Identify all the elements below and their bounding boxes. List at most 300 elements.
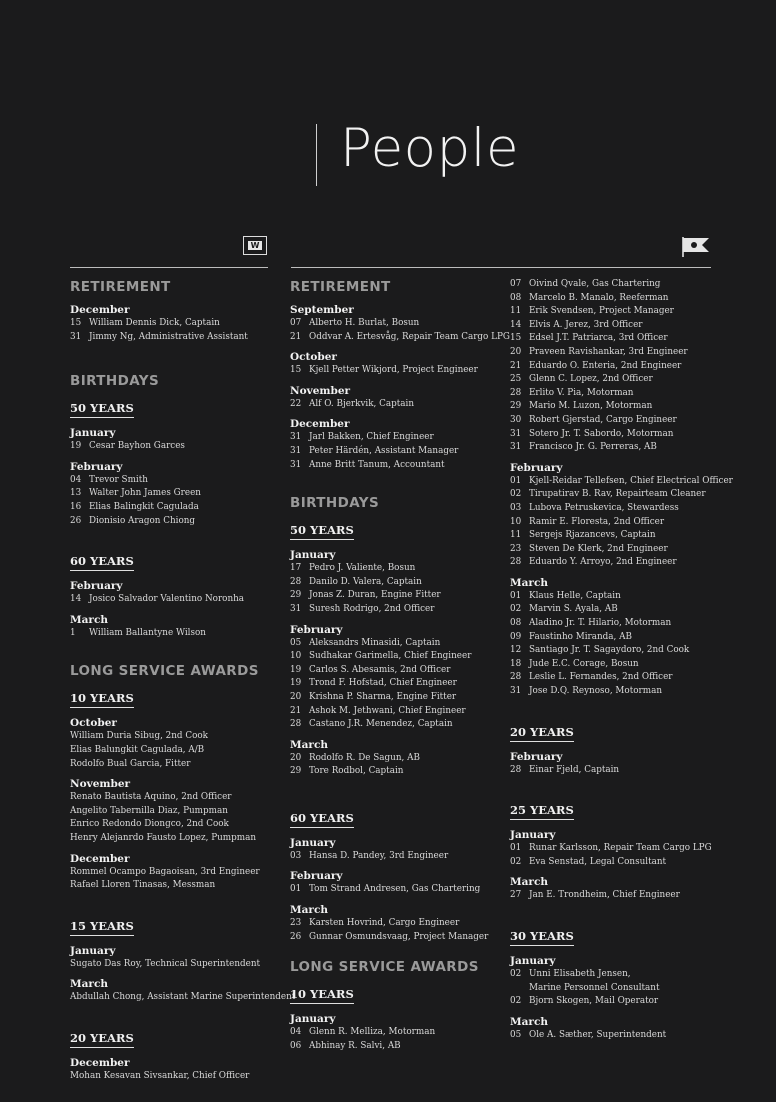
entry-text: William Ballantyne Wilson [89,627,206,638]
entry-day: 13 [70,488,82,499]
month-block [70,944,282,972]
subsection-wrapper [290,807,502,836]
month-block [290,623,502,732]
company-logo-w-text: W [248,241,262,250]
entry-day: 21 [510,360,522,371]
month-block [290,869,502,897]
entry-day: 07 [510,279,522,289]
entry-day: 18 [510,658,522,669]
month-label: October [290,351,337,364]
entry-day: 10 [290,651,302,662]
left-rule [70,267,268,268]
spacer [70,646,282,662]
entry-text: Eduardo Y. Arroyo, 2nd Engineer [529,557,677,568]
list-item [510,502,720,516]
list-item [510,400,720,414]
entry-day: 20 [290,691,302,702]
month-label: December [70,304,130,316]
entry-day: 28 [510,764,522,775]
month-block [510,461,733,570]
entry-text: Elias Balingkit Cagulada [89,501,199,512]
entry-text: Francisco Jr. G. Perreras, AB [529,442,657,453]
list-item [70,866,282,880]
month-label: December [290,418,350,431]
subsection-heading: 20 YEARS [510,725,574,742]
entry-text: Aleksandrs Minasidi, Captain [309,637,441,648]
entry-text: Anne Britt Tanum, Accountant [309,459,445,470]
subsection-wrapper [70,397,282,426]
spacer [510,909,720,925]
entry-day: 21 [290,331,302,342]
entry-day: 26 [70,515,82,526]
column-2 [290,278,510,1059]
entry-text: Glenn R. Melliza, Motorman [309,1027,436,1038]
list-item [70,331,282,345]
subsection-heading: 50 YEARS [70,401,134,418]
month-block [510,828,720,869]
section-heading: RETIREMENT [70,279,171,295]
entry-day: 1 [70,627,76,638]
entry-text: Rafael Lloren Tinasas, Messman [70,880,216,891]
entry-text: Praveen Ravishankar, 3rd Engineer [529,346,688,357]
entry-text: Kjell Petter Wikjord, Project Engineer [309,365,478,376]
entry-text: Rodolfo R. De Sagun, AB [309,752,420,763]
entry-text: Sergejs Rjazancevs, Captain [529,530,656,541]
month-label: January [510,829,556,842]
flag-logo-icon [681,236,711,258]
entry-day: 15 [70,318,82,328]
page-title: People [340,118,520,179]
company-logo-w [243,236,267,255]
month-label: January [290,1013,336,1026]
spacer [510,705,720,721]
entry-day: 04 [70,474,82,485]
month-label: March [510,576,548,589]
month-label: March [510,1015,548,1028]
entry-day: 21 [290,705,302,716]
section-heading: RETIREMENT [290,279,391,295]
entry-text: Danilo D. Valera, Captain [309,576,422,587]
list-item [510,590,720,604]
entry-text: Oivind Qvale, Gas Chartering [529,279,661,289]
section-heading: LONG SERVICE AWARDS [290,959,479,976]
entry-text: Alberto H. Burlat, Bosun [309,318,420,328]
month-label: February [70,460,123,473]
entry-text: Elias Balungkit Cagulada, A/B [70,744,205,755]
list-item [70,440,282,454]
entry-day: 29 [290,590,302,601]
entry-day: 17 [290,563,302,574]
entry-text: Runar Karlsson, Repair Team Cargo LPG [529,843,712,854]
column-3 [510,278,733,1048]
list-item [290,1040,502,1054]
entry-text: Edsel J.T. Patriarca, 3rd Officer [529,333,668,344]
list-item [70,991,296,1005]
month-label: March [290,738,328,751]
month-block [290,350,502,378]
list-item [510,556,720,570]
entry-day: 02 [510,969,522,979]
spacer [290,478,502,494]
list-item [290,718,502,732]
entry-text: Santiago Jr. T. Sagaydoro, 2nd Cook [529,645,690,656]
subsection-wrapper [290,519,502,548]
list-item [290,931,502,945]
month-block [70,303,282,344]
month-block [70,426,282,454]
spacer [290,950,502,958]
entry-text: Elvis A. Jerez, 3rd Officer [529,319,643,330]
entry-text: Glenn C. Lopez, 2nd Officer [529,374,653,385]
list-item [510,842,720,856]
list-item [510,428,720,442]
section-heading: BIRTHDAYS [70,373,160,390]
subsection-heading: 25 YEARS [510,803,574,820]
list-item [290,364,502,378]
entry-day: 03 [290,850,302,861]
entry-text: Krishna P. Sharma, Engine Fitter [309,691,457,702]
spacer [70,899,282,915]
entry-text: Marvin S. Ayala, AB [529,604,618,615]
list-item [510,278,720,292]
subsection-wrapper [70,1027,282,1056]
entry-day: 04 [290,1027,302,1038]
list-item [290,398,502,412]
entry-text: Robert Gjerstad, Cargo Engineer [529,414,677,425]
month-label: February [510,750,563,763]
section-heading: BIRTHDAYS [290,495,380,512]
entry-day: 11 [510,530,522,541]
list-item [290,431,502,445]
entry-text: Abhinay R. Salvi, AB [309,1040,401,1051]
month-label: February [510,461,563,474]
month-block [290,417,502,472]
entry-day: 31 [510,442,522,453]
list-item [290,576,502,590]
entry-day: 01 [510,843,522,854]
list-item [510,373,720,387]
list-item [70,758,282,772]
month-label: March [290,904,328,917]
entry-text: Abdullah Chong, Assistant Marine Superintendent [70,992,296,1003]
entry-day: 08 [510,292,522,303]
month-block [70,852,282,893]
subsection-heading: 30 YEARS [510,929,574,946]
list-item [290,705,502,719]
entry-day: 16 [70,501,82,512]
entry-day: 29 [510,401,522,412]
month-label: March [70,978,108,991]
month-label: December [70,1056,130,1069]
month-block [510,750,720,778]
entry-text: Eva Senstad, Legal Consultant [529,856,667,867]
entry-text: Eduardo O. Enteria, 2nd Engineer [529,360,682,371]
list-item [510,346,720,360]
list-item [290,691,502,705]
list-item [510,856,720,870]
entry-text: Tom Strand Andresen, Gas Chartering [309,884,481,895]
entry-text: Leslie L. Fernandes, 2nd Officer [529,672,673,683]
list-item [510,644,720,658]
entry-text: Sugato Das Roy, Technical Superintendent [70,958,261,969]
list-item [70,487,282,501]
entry-text: Gunnar Osmundsvaag, Project Manager [309,931,489,942]
list-item [510,603,720,617]
spacer [70,534,282,550]
list-item [70,805,282,819]
entry-day: 20 [290,752,302,763]
list-item [510,968,720,982]
list-item [510,995,720,1009]
entry-text: Bjorn Skogen, Mail Operator [529,996,659,1007]
entry-text: Alf O. Bjerkvik, Captain [309,398,415,409]
entry-text: Erlito V. Pia, Motorman [529,387,634,398]
list-item [70,730,282,744]
list-item [510,488,720,502]
entry-day: 19 [290,678,302,689]
month-block [70,460,282,528]
subsection-heading: 60 YEARS [290,811,354,828]
month-label: January [70,427,116,440]
title-divider [316,124,317,186]
list-item [510,441,720,455]
subsection-wrapper [290,983,502,1012]
list-item [70,501,282,515]
entry-day: 31 [290,603,302,614]
list-item [510,671,720,685]
entry-text: Jan E. Trondheim, Chief Engineer [529,890,680,901]
entry-day: 05 [290,637,302,648]
entry-text: Renato Bautista Aquino, 2nd Officer [70,792,232,803]
entry-text: Klaus Helle, Captain [529,590,621,601]
subsection-heading: 15 YEARS [70,919,134,936]
list-item [70,627,282,641]
list-item [290,589,502,603]
entry-day: 23 [290,918,302,929]
entry-day: 10 [510,516,522,527]
entry-text: Castano J.R. Menendez, Captain [309,719,453,730]
entry-text: Jude E.C. Corage, Bosun [529,658,639,669]
entry-text: Trond F. Hofstad, Chief Engineer [309,678,457,689]
entry-text: Hansa D. Pandey, 3rd Engineer [309,850,449,861]
month-block [510,278,720,455]
list-item [510,631,720,645]
month-block [70,977,296,1005]
month-block [290,903,502,944]
entry-text: Cesar Bayhon Garces [89,441,185,452]
entry-day: 31 [510,428,522,439]
list-item [290,562,502,576]
entry-day: 14 [70,594,82,605]
entry-day: 19 [290,664,302,675]
month-block [290,836,502,864]
list-item [290,664,502,678]
entry-day: 01 [510,475,522,486]
list-item [70,515,282,529]
list-item [290,459,502,473]
list-item [70,593,282,607]
list-item [510,292,720,306]
list-item [290,1026,502,1040]
month-label: January [290,836,336,849]
entry-text: Rodolfo Bual Garcia, Fitter [70,758,191,769]
entry-text: Jimmy Ng, Administrative Assistant [89,331,248,342]
list-item [510,617,720,631]
entry-day: 01 [510,590,522,601]
list-item [510,305,720,319]
spacer [70,350,282,372]
entry-text: Marine Personnel Consultant [529,982,660,993]
entry-day: 11 [510,306,522,317]
entry-day: 20 [510,346,522,357]
list-item [290,883,502,897]
entry-text: Faustinho Miranda, AB [529,631,632,642]
entry-day: 31 [290,445,302,456]
entry-day: 05 [510,1029,522,1040]
entry-day: 15 [290,365,302,376]
subsection-wrapper [70,550,282,579]
list-item [510,658,720,672]
list-item [290,765,502,779]
entry-text: Tore Rodbol, Captain [309,766,404,777]
list-item [70,818,282,832]
entry-text: Ashok M. Jethwani, Chief Engineer [309,705,466,716]
entry-text: Angelito Tabernilla Diaz, Pumpman [70,805,228,816]
list-item [70,317,282,331]
entry-text: Henry Alejanrdo Fausto Lopez, Pumpman [70,832,257,843]
list-item [510,529,720,543]
spacer [510,783,720,799]
list-item [70,879,282,893]
spacer [70,1011,282,1027]
month-label: November [290,384,351,397]
entry-text: Lubova Petruskevica, Stewardess [529,502,679,513]
month-block [290,1012,502,1053]
entry-text: Kjell-Reidar Tellefsen, Chief Electrical Officer [529,475,733,486]
entry-text: Trevor Smith [89,474,148,485]
list-item [510,685,720,699]
entry-day: 14 [510,319,522,330]
list-item [510,414,720,428]
entry-text: Peter Härdén, Assistant Manager [309,445,459,456]
month-block [290,738,502,779]
month-block [290,548,502,616]
entry-text: Aladino Jr. T. Hilario, Motorman [529,618,672,629]
month-label: March [70,613,108,626]
entry-day: 02 [510,856,522,867]
entry-day: 06 [290,1040,302,1051]
month-block [70,777,282,845]
month-label: February [290,623,343,636]
month-label: December [70,852,130,865]
entry-day: 12 [510,645,522,656]
month-label: February [70,580,123,593]
entry-text: Jose D.Q. Reynoso, Motorman [529,686,662,697]
list-item [510,319,720,333]
list-item [510,982,720,996]
entry-text: Erik Svendsen, Project Manager [529,306,674,317]
entry-text: Walter John James Green [89,488,201,499]
list-item [290,752,502,766]
entry-day: 15 [510,333,522,344]
month-label: January [70,944,116,957]
entry-text: Rommel Ocampo Bagaoisan, 3rd Engineer [70,866,260,877]
entry-day: 08 [510,618,522,629]
month-block [510,875,720,903]
list-item [510,360,720,374]
list-item [290,650,502,664]
subsection-heading: 20 YEARS [70,1031,134,1048]
entry-text: Sotero Jr. T. Sabordo, Motorman [529,428,674,439]
entry-day: 28 [510,672,522,683]
list-item [290,677,502,691]
entry-day: 28 [290,576,302,587]
month-block [510,576,720,699]
month-label: November [70,778,131,791]
section-heading: LONG SERVICE AWARDS [70,663,259,680]
entry-day: 29 [290,766,302,777]
entry-text: Tirupatirav B. Rav, Repairteam Cleaner [529,489,706,500]
subsection-wrapper [510,925,720,954]
list-item [290,445,502,459]
entry-text: Carlos S. Abesamis, 2nd Officer [309,664,451,675]
month-block [290,303,510,344]
subsection-wrapper [70,915,282,944]
entry-day: 27 [510,890,522,901]
spacer [290,785,502,807]
entry-text: Josico Salvador Valentino Noronha [89,594,245,605]
month-label: February [290,870,343,883]
list-item [290,317,502,331]
entry-day: 31 [290,432,302,443]
month-label: January [290,549,336,562]
entry-text: Suresh Rodrigo, 2nd Officer [309,603,435,614]
list-item [290,603,502,617]
entry-text: Einar Fjeld, Captain [529,764,620,775]
subsection-wrapper [510,799,720,828]
entry-day: 31 [70,331,82,342]
list-item [510,516,720,530]
entry-text: Dionisio Aragon Chiong [89,515,196,526]
month-block [70,1056,282,1084]
entry-day: 01 [290,884,302,895]
list-item [290,331,510,345]
list-item [70,958,282,972]
month-label: September [290,304,354,316]
entry-day: 19 [70,441,82,452]
month-block [510,954,720,1009]
entry-text: Sudhakar Garimella, Chief Engineer [309,651,472,662]
entry-text: Jarl Bakken, Chief Engineer [309,432,434,443]
list-item [290,917,502,931]
list-item [510,764,720,778]
subsection-heading: 10 YEARS [290,987,354,1004]
entry-day: 22 [290,398,302,409]
entry-text: Karsten Hovrind, Cargo Engineer [309,918,460,929]
entry-text: Mario M. Luzon, Motorman [529,401,653,412]
entry-day: 02 [510,996,522,1007]
entry-day: 26 [290,931,302,942]
list-item [510,543,720,557]
list-item [70,744,282,758]
subsection-heading: 50 YEARS [290,523,354,540]
list-item [510,1029,720,1043]
entry-text: Mohan Kesavan Sivsankar, Chief Officer [70,1070,250,1081]
list-item [290,850,502,864]
entry-day: 02 [510,604,522,615]
entry-text: Jonas Z. Duran, Engine Fitter [309,590,441,601]
list-item [510,387,720,401]
